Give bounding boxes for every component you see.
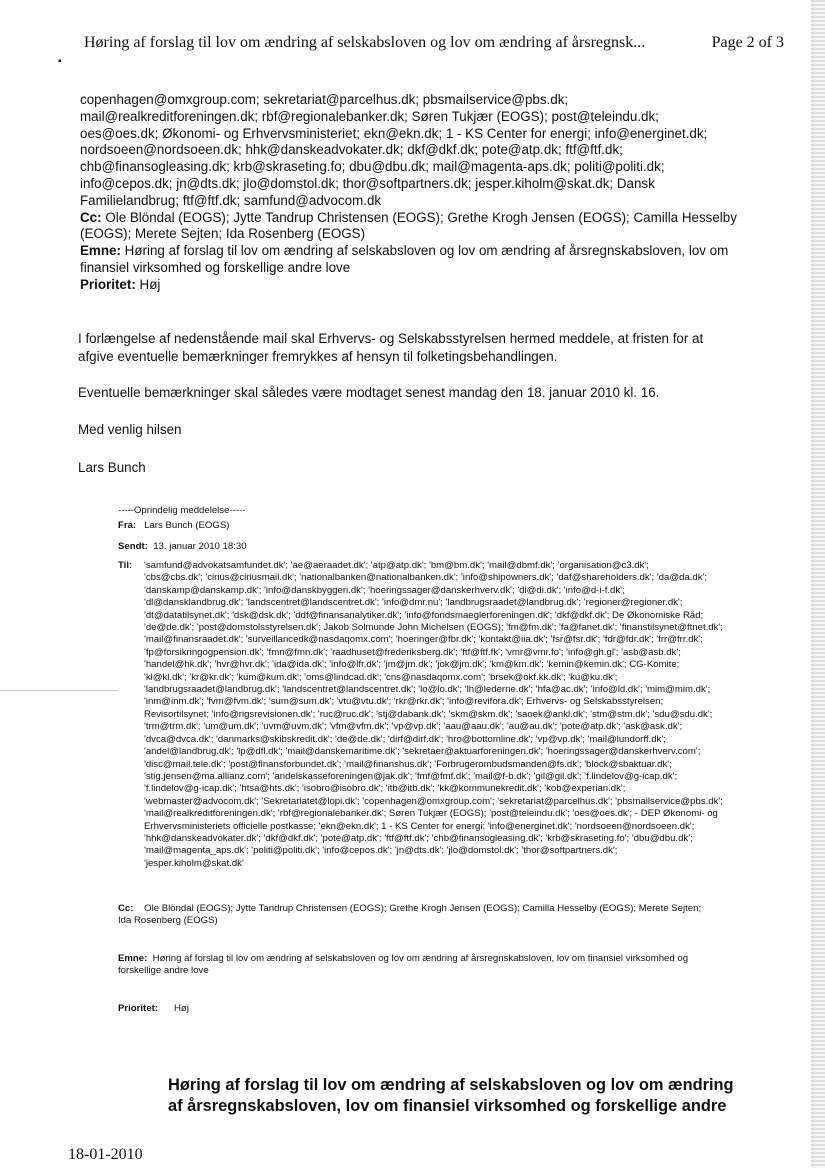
page-number: Page 2 of 3 [711, 34, 784, 51]
to-line: 'mail@realkreditforeningen.dk'; 'rbf@regionalebanker.dk'; Søren Tukjær (EOGS); 'post@teleindu.dk'; 'oes@oes.dk'; - DEP Økonomi- og [144, 808, 718, 820]
subject-field [80, 243, 760, 260]
to-line: 'kl@kl.dk'; 'kr@kr.dk'; 'kum@kum.dk'; 'oms@lindcad.dk'; 'cns@nasdaqomx.com'; 'brsek@okf.kk.dk'; 'ku@ku.dk'; [144, 671, 618, 683]
to-line: 'samfund@advokatsamfundet.dk'; 'ae@aeraadet.dk'; 'atp@atp.dk'; 'bm@bm.dk'; 'mail@dbmf.dk'; 'organisation@c3.dk'; [144, 560, 649, 571]
signature: Lars Bunch [78, 460, 146, 475]
to-line: 'mail@magenta_aps.dk'; 'politi@politi.dk'; 'info@cepos.dk'; 'jn@dts.dk'; 'jlo@domstol.dk'; 'thor@softpartners.dk'; [144, 845, 618, 857]
cc-field [80, 210, 760, 227]
priority-value: Høj [173, 1003, 189, 1014]
subject-value: Høring af forslag til lov om ændring af selskabsloven og lov om ændring af årsregnskabsloven, lov om finansiel virksomhed og [152, 953, 689, 964]
paragraph-line: afgive eventuelle bemærkninger fremrykkes af hensyn til folketingsbehandlingen. [78, 349, 558, 364]
priority-value: Høj [139, 276, 161, 292]
to-line: info@cepos.dk; jn@dts.dk; jlo@domstol.dk; thor@softpartners.dk; jesper.kiholm@skat.dk; Dansk [80, 175, 655, 191]
original-sent [118, 541, 758, 553]
to-line: copenhagen@omxgroup.com; sekretariat@parcelhus.dk; pbsmailservice@pbs.dk; [80, 92, 569, 107]
to-line: 'jesper.kiholm@skat.dk' [144, 857, 244, 869]
to-line: 'mail@finansraadet.dk'; 'surveillancedk@nasdaqomx.com'; 'hoeringer@fbr.dk'; 'kontakt@iia.dk'; 'fsr@fsr.dk'; 'fdr@fdr.dk'; 'frr@frr.dk'; [144, 634, 703, 646]
paragraph-line: I forlængelse af nedenstående mail skal Erhvervs- og Selskabsstyrelsen hermed meddele, at fristen for at [78, 331, 704, 346]
to-line: 'dvca@dvca.dk'; 'danmarks@skibskredit.dk'; 'de@de.dk'; 'dirf@dirf.dk'; 'hro@bottomline.dk'; 'vp@vp.dk'; 'mail@lundorff.dk'; [144, 733, 666, 745]
original-to [118, 560, 758, 870]
to-line: 'de@de.dk'; 'post@domstolsstyrelsen.dk'; Jakob Solmunde John Michelsen (EOGS); 'fm@fm.dk'; 'fa@fanet.dk'; 'finanstilsynet@ftnet.dk'; [144, 622, 723, 634]
to-line: chb@finansogleasing.dk; krb@skraseting.fo; dbu@dbu.dk; mail@magenta-aps.dk; politi@politi.dk; [80, 159, 665, 175]
document-heading [168, 1075, 768, 1117]
to-line: 'handel@hk.dk'; 'hvr@hvr.dk'; 'ida@ida.dk'; 'info@lfr.dk'; 'jm@jm.dk'; 'jok@jm.dk'; 'km@km.dk'; 'kemin@kemin.dk'; CG-Komite; [144, 659, 680, 671]
to-line: 'inm@inm.dk'; 'fvm@fvm.dk'; 'sum@sum.dk'; 'vtu@vtu.dk'; 'rkr@rkr.dk'; 'info@revifora.dk'; Erhvervs- og Selskabsstyrelsen; [144, 696, 664, 708]
message-paragraph-1 [78, 330, 758, 366]
to-line: Erhvervsministeriets officielle postkasse; 'ekn@ekn.dk'; 1 - KS Center for energi; 'info@energinet.dk'; 'nordsoeen@nordsoeen.dk'; [144, 820, 695, 832]
cc-value: Ole Blöndal (EOGS); Jytte Tandrup Christensen (EOGS); Grethe Krogh Jensen (EOGS); Camilla Hesselby (EOGS); Merete Sejten; [144, 903, 702, 914]
to-line: 'fp@forsikringogpension.dk'; 'fmn@fmn.dk'; 'raadhuset@frederiksberg.dk'; 'ftf@ftf.fk'; 'vmr@vmr.fo'; 'info@gh.gl'; 'asb@asb.dk'; [144, 646, 681, 658]
to-line: 'dl@dansklandbrug.dk'; 'landscentret@landscentret.dk'; 'info@dmr.nu'; 'landbrugsraadet@landbrug.dk'; 'regioner@regioner.dk'; [144, 597, 683, 609]
priority-label: Prioritet: [80, 276, 136, 292]
original-cc [118, 903, 758, 928]
to-line: 'danskamp@danskamp.dk'; 'info@danskbyggeri.dk'; 'hoeringssager@danskerhverv.dk'; 'di@di.dk'; 'info@d-i-f.dk'; [144, 584, 625, 596]
subject-label: Emne: [118, 953, 148, 964]
from-label: Fra: [118, 520, 137, 531]
to-recipients [80, 92, 760, 210]
original-subject [118, 953, 758, 978]
to-line: 'landbrugsraadet@landbrug.dk'; 'landscentret@landscentret.dk'; 'lo@lo.dk'; 'lh@lederne.dk'; 'hfa@ac.dk'; 'info@ld.dk'; 'mim@mim.dk'; [144, 684, 711, 696]
to-line: 'f.lindelov@g-icap.dk'; 'htsa@hts.dk'; 'isobro@isobro.dk'; 'itb@itb.dk'; 'kk@kommunekredit.dk'; 'kob@experian.dk'; [144, 783, 626, 795]
cc-label: Cc: [80, 209, 102, 225]
to-line: 'stig.jensen@ma.allianz.com'; 'andelskasseforeningen@jak.dk'; 'fmf@fmf.dk'; 'mail@f-b.dk'; 'gil@gil.dk'; 'f.lindelov@g-icap.dk'; [144, 770, 678, 782]
original-from [118, 520, 758, 532]
to-line: 'webmaster@advocom.dk'; 'Sekretariatet@lopi.dk'; 'copenhagen@omxgroup.com'; 'sekretariat@parcelhus.dk'; 'pbsmailservice@pbs.dk'; [144, 795, 723, 807]
cc-line: (EOGS); Merete Sejten; Ida Rosenberg (EOGS) [80, 226, 366, 242]
subject-line: finansiel virksomhed og forskellige andre love [80, 259, 351, 275]
cc-line: Ida Rosenberg (EOGS) [118, 915, 218, 927]
heading-line: Høring af forslag til lov om ændring af selskabsloven og lov om ændring [168, 1076, 734, 1094]
from-value: Lars Bunch (EOGS) [144, 520, 230, 531]
page-header [84, 34, 784, 52]
greeting: Med venlig hilsen [78, 422, 182, 437]
scan-line [0, 690, 118, 691]
cc-label: Cc: [118, 903, 134, 914]
priority-label: Prioritet: [118, 1003, 158, 1014]
to-line: oes@oes.dk; Økonomi- og Erhvervsministeriet; ekn@ekn.dk; 1 - KS Center for energi; info@energinet.dk; [80, 125, 708, 141]
subject-line: forskellige andre love [118, 965, 209, 977]
to-line: Familielandbrug; ftf@ftf.dk; samfund@advocom.dk [80, 192, 382, 208]
priority-field [80, 277, 760, 294]
header-title: Høring af forslag til lov om ændring af selskabsloven og lov om ændring af årsregnsk... [84, 34, 646, 51]
original-message-separator: -----Oprindelig meddelelse----- [118, 505, 246, 516]
cc-value: Ole Blöndal (EOGS); Jytte Tandrup Christensen (EOGS); Grethe Krogh Jensen (EOGS); Camilla Hesselby [105, 209, 737, 225]
subject-value: Høring af forslag til lov om ændring af selskabsloven og lov om ændring af årsregnskabsloven, lov om [124, 243, 729, 259]
email-header-block [80, 92, 760, 294]
to-line: 'cbs@cbs.dk'; 'cirius@ciriusmail.dk'; 'nationalbanken@nationalbanken.dk'; 'info@shipowners.dk'; 'daf@shareholders.dk'; 'da@da.dk'; [144, 572, 708, 584]
scan-mark: ▪ [58, 56, 62, 67]
to-line: nordsoeen@nordsoeen.dk; hhk@danskeadvokater.dk; dkf@dkf.dk; pote@atp.dk; ftf@ftf.dk; [80, 142, 623, 158]
scan-edge [811, 0, 825, 1168]
subject-label: Emne: [80, 243, 121, 259]
message-paragraph-2: Eventuelle bemærkninger skal således være modtaget senest mandag den 18. januar 2010 kl. 16. [78, 385, 660, 400]
to-line: 'hhk@danskeadvokater.dk'; 'dkf@dkf.dk'; 'pote@atp.dk'; 'ftf@ftf.dk'; 'chb@finansogleasing.dk'; 'krb@skraseting.fo'; 'dbu@dbu.dk'; [144, 832, 693, 844]
footer-date: 18-01-2010 [68, 1146, 143, 1163]
to-line: 'andel@landbrug.dk'; 'lp@dfl.dk'; 'mail@danskemaritime.dk'; 'sekretaer@aktuarforeningen.dk'; 'hoeringssager@danskerhverv.com'; [144, 746, 701, 758]
original-priority [118, 1003, 758, 1015]
to-line: 'disc@mail.tele.dk'; 'post@finansforbundet.dk'; 'mail@finanshus.dk'; 'Forbrugerombudsmanden@fs.dk'; 'block@sbaktuar.dk'; [144, 758, 672, 770]
to-line: 'trm@trm.dk'; 'um@um.dk'; 'uvm@uvm.dk'; 'vfm@vfm.dk'; 'vp@vp.dk'; 'aau@aau.dk'; 'au@au.dk'; 'pote@atp.dk'; 'ask@ask.dk'; [144, 721, 683, 733]
to-line: 'dt@datatilsynet.dk'; 'dsk@dsk.dk'; 'ddf@finansanalytiker.dk'; 'info@fondsmaeglerforeningen.dk'; 'dkf@dkf.dk'; De Økonomiske Råd; [144, 609, 704, 621]
to-label: Til: [118, 560, 133, 571]
sent-value: 13. januar 2010 18:30 [153, 541, 247, 552]
to-line: mail@realkreditforeningen.dk; rbf@regionalebanker.dk; Søren Tukjær (EOGS); post@teleindu.dk; [80, 108, 659, 124]
to-list [144, 560, 758, 870]
to-line: Revisortilsynet; 'info@rigsrevisionen.dk'; 'ruc@ruc.dk'; 'stj@dabank.dk'; 'skm@skm.dk'; 'saoek@ankl.dk'; 'stm@stm.dk'; 'sdu@sdu.dk'; [144, 708, 713, 720]
sent-label: Sendt: [118, 541, 148, 552]
heading-line: af årsregnskabsloven, lov om finansiel virksomhed og forskellige andre [168, 1097, 727, 1115]
